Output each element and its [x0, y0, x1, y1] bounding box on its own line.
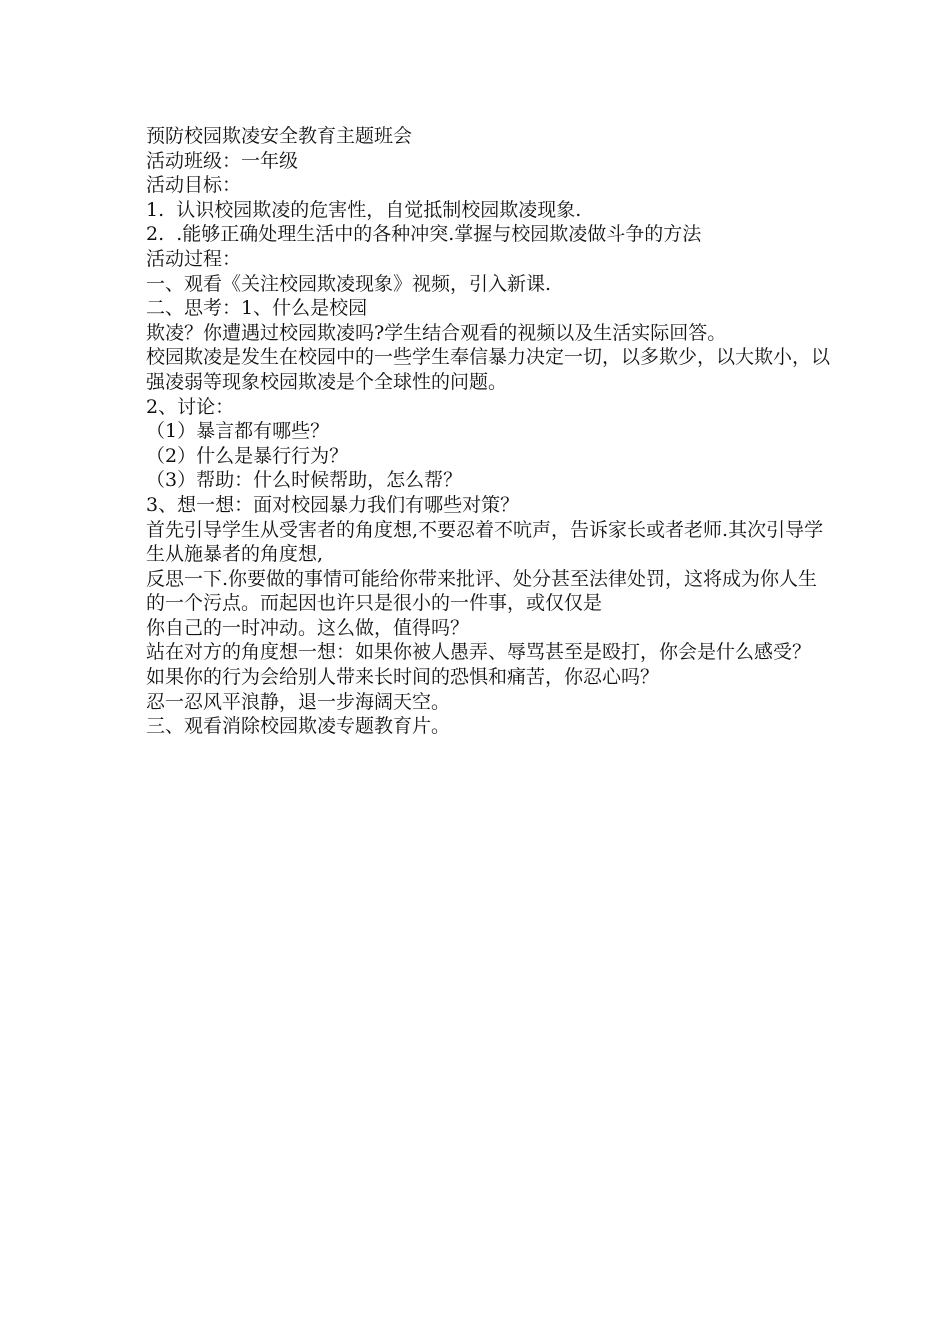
class-line: 活动班级：一年级	[146, 149, 299, 172]
paragraph-4: 反思一下.你要做的事情可能给你带来批评、处分甚至法律处罚，这将成为你人生的一个污点。而起因也许只是很小的一件事，或仅仅是	[146, 567, 818, 615]
paragraph-6: 站在对方的角度想一想：如果你被人愚弄、辱骂甚至是殴打，你会是什么感受？	[146, 641, 812, 664]
paragraph-2: 校园欺凌是发生在校园中的一些学生奉信暴力决定一切，以多欺少，以大欺小，以强凌弱等现象校园欺凌是个全球性的问题。	[146, 346, 831, 393]
goals-heading: 活动目标：	[146, 174, 242, 197]
discuss-item-1: （1）暴言都有哪些？	[146, 420, 330, 443]
step-2: 二、思考：1、什么是校园	[146, 297, 368, 320]
paragraph-1: 欺凌？你遭遇过校园欺凌吗?学生结合观看的视频以及生活实际回答。	[146, 321, 727, 344]
process-heading: 活动过程：	[146, 247, 242, 270]
discuss-item-2: （2）什么是暴行行为？	[146, 444, 349, 467]
goal-1: 1. 认识校园欺凌的危害性，自觉抵制校园欺凌现象.	[146, 198, 582, 221]
goal-2: 2. .能够正确处理生活中的各种冲突.掌握与校园欺凌做斗争的方法	[146, 223, 702, 246]
discuss-item-3: （3）帮助：什么时候帮助，怎么帮？	[146, 469, 463, 492]
paragraph-3: 首先引导学生从受害者的角度想,不要忍着不吭声，告诉家长或者老师.其次引导学生从施暴者的角度想,	[146, 518, 824, 566]
document-body	[146, 124, 836, 739]
discuss-heading: 2、讨论：	[146, 395, 235, 418]
think-heading: 3、想一想：面对校园暴力我们有哪些对策？	[146, 493, 520, 516]
paragraph-5: 你自己的一时冲动。这么做，值得吗？	[146, 616, 470, 639]
paragraph-8: 忍一忍风平浪静，退一步海阔天空。	[146, 690, 451, 713]
document-title: 预防校园欺凌安全教育主题班会	[146, 125, 413, 147]
paragraph-7: 如果你的行为会给别人带来长时间的恐惧和痛苦，你忍心吗？	[146, 666, 660, 689]
step-1: 一、观看《关注校园欺凌现象》视频，引入新课.	[146, 272, 552, 295]
step-3: 三、观看消除校园欺凌专题教育片。	[146, 715, 451, 738]
